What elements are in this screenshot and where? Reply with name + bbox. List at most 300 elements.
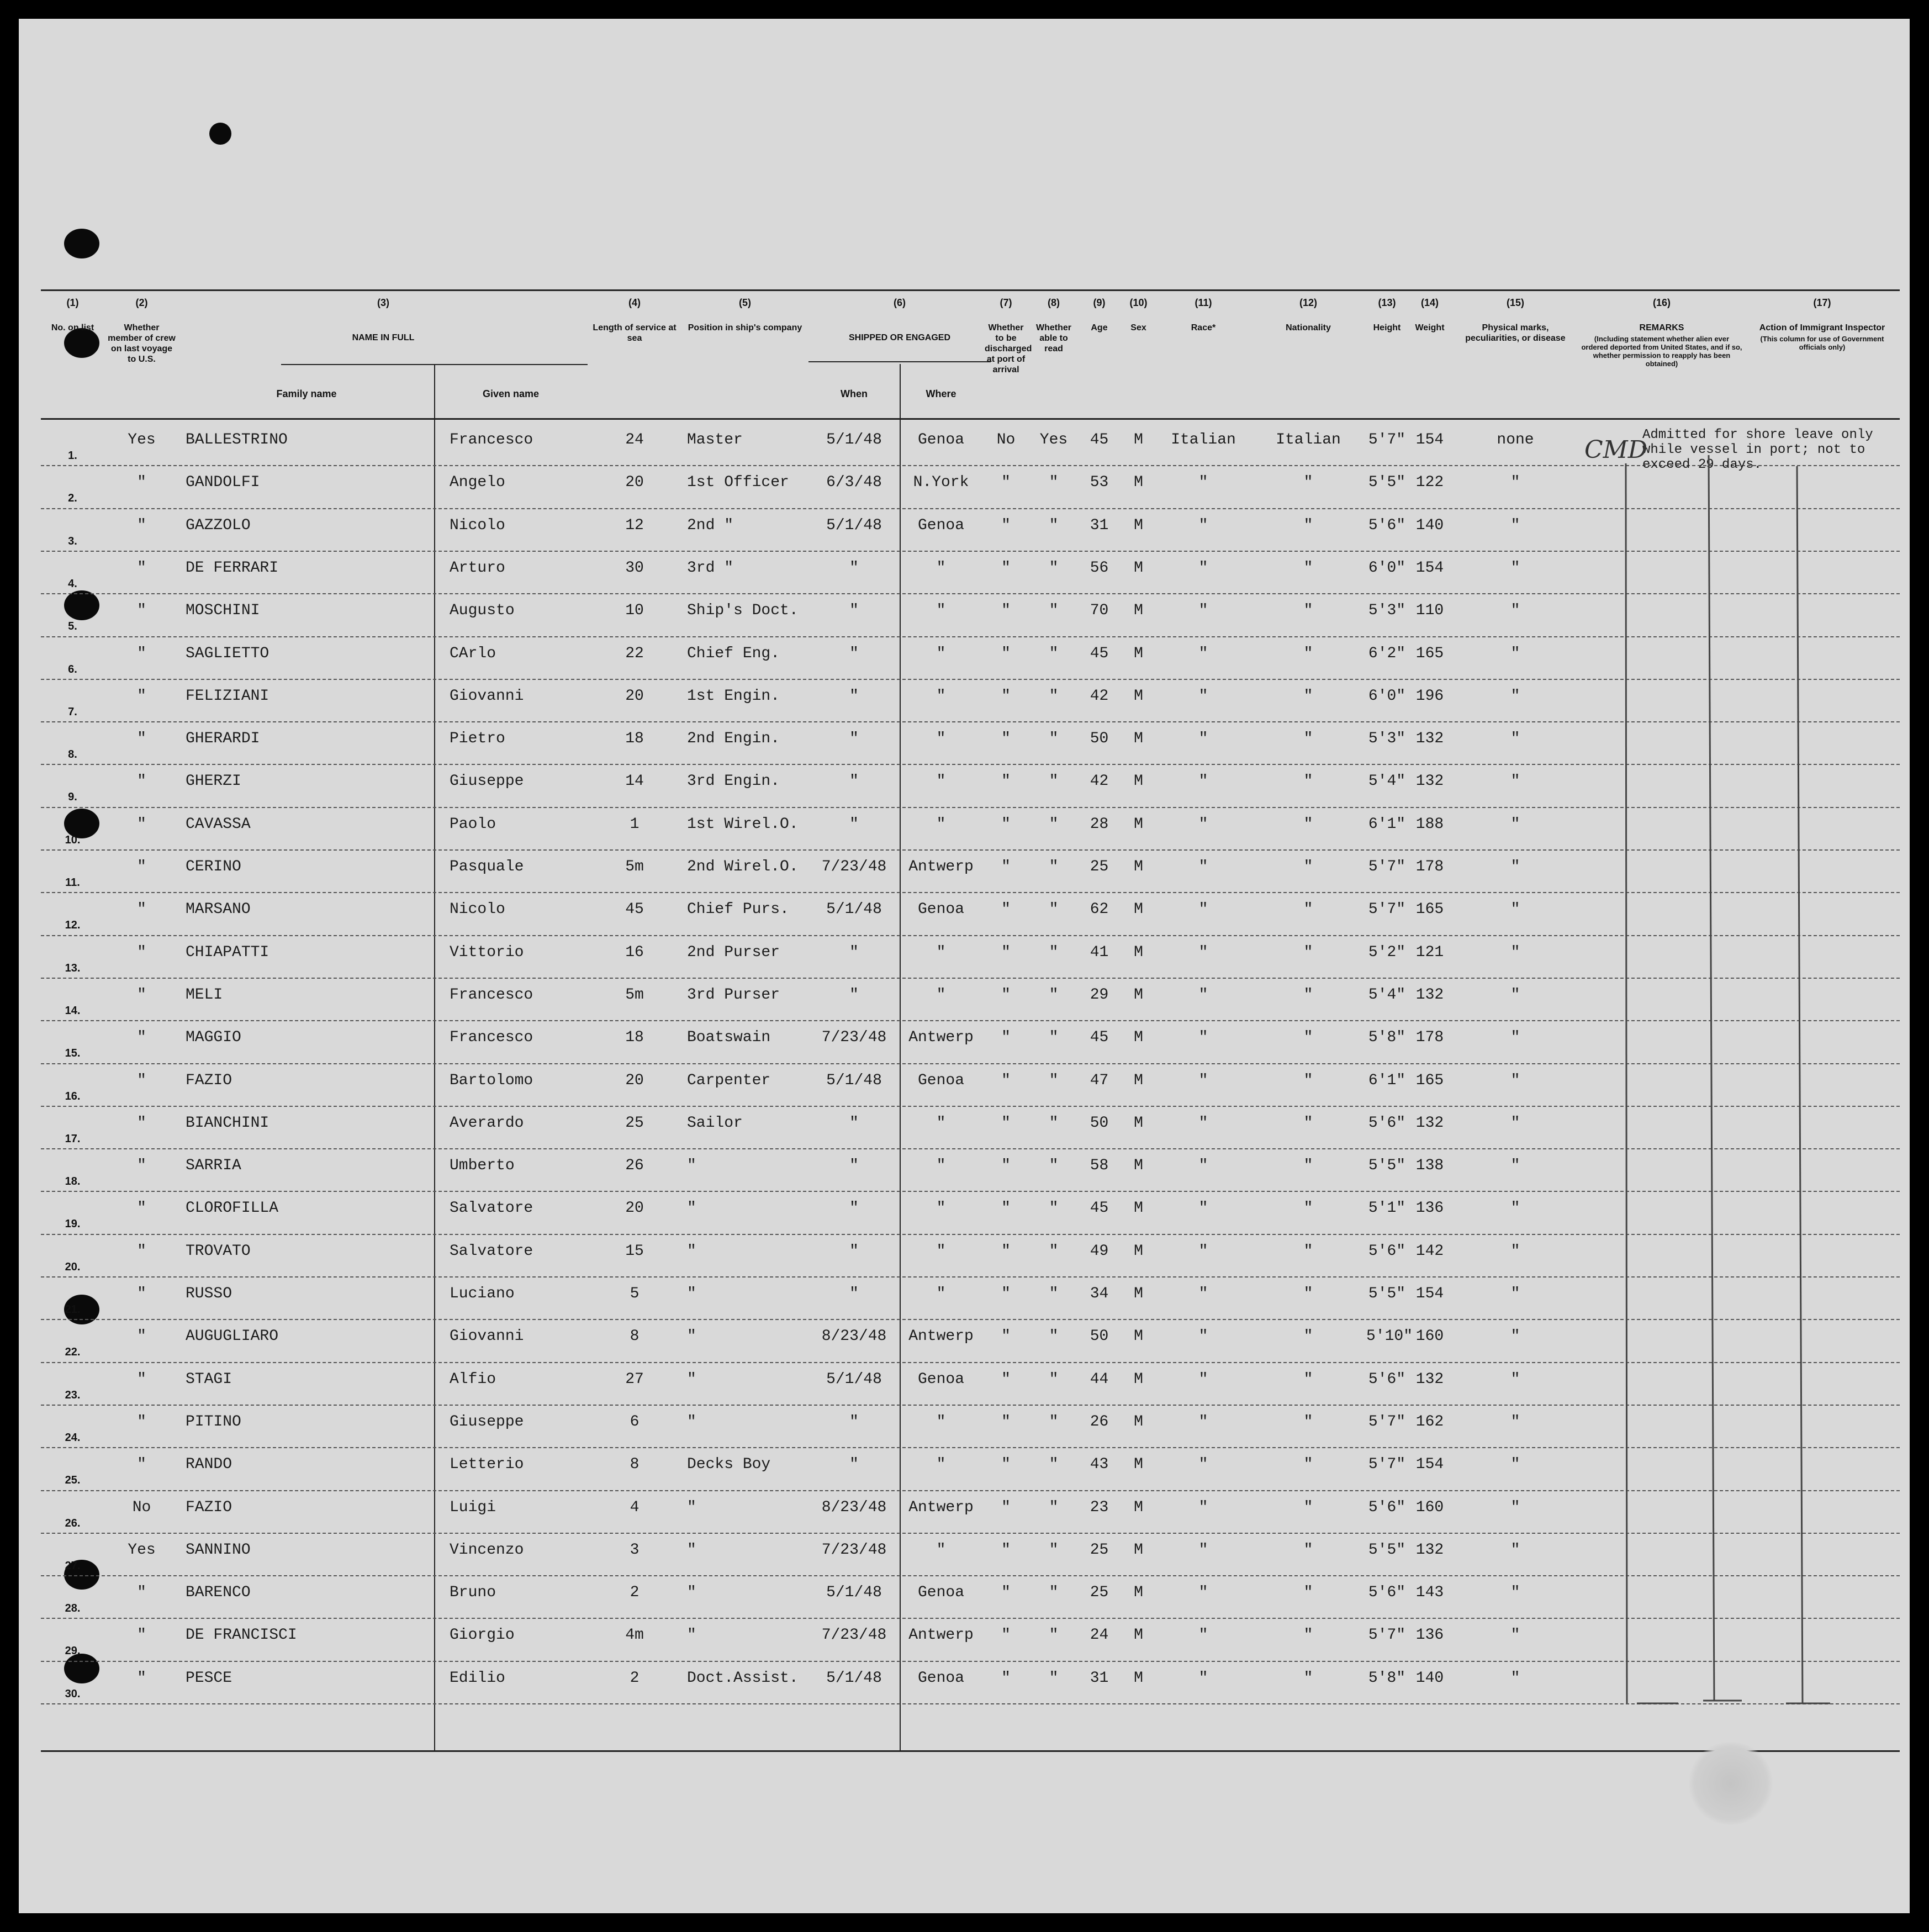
cell-nat: ": [1303, 516, 1313, 534]
cell-race: ": [1198, 1498, 1208, 1516]
cell-when: 7/23/48: [821, 1541, 887, 1559]
cell-service: 24: [625, 431, 644, 448]
cell-where: Antwerp: [908, 1328, 974, 1345]
cell-crew: ": [137, 1584, 146, 1602]
cell-service: 2: [630, 1669, 640, 1687]
cell-height: 5'5": [1368, 474, 1406, 492]
cell-crew: ": [137, 1370, 146, 1388]
cell-race: ": [1198, 1456, 1208, 1474]
cell-when: 5/1/48: [826, 1584, 882, 1602]
cell-height: 5'7": [1368, 1413, 1406, 1430]
row-number: 2.: [68, 492, 77, 505]
cell-when: ": [849, 815, 859, 833]
cell-height: 5'6": [1368, 1584, 1406, 1602]
cell-read: ": [1049, 986, 1059, 1004]
col-c1-number: (1): [66, 297, 79, 308]
cell-family: GANDOLFI: [186, 474, 260, 492]
col-c13-number: (13): [1378, 297, 1396, 308]
cell-given: Francesco: [450, 1029, 533, 1047]
cell-when: ": [849, 943, 859, 961]
cell-sex: M: [1134, 1498, 1143, 1516]
col-c6-number: (6): [894, 297, 906, 308]
row-number: 21.: [65, 1303, 81, 1316]
cell-nat: ": [1303, 602, 1313, 620]
col-c15-header: Physical marks, peculiarities, or disease: [1465, 323, 1566, 343]
cell-where: ": [936, 1456, 946, 1474]
cell-weight: 160: [1415, 1498, 1444, 1516]
cell-when: 8/23/48: [821, 1328, 887, 1345]
cell-disch: ": [1001, 943, 1011, 961]
cell-given: Giovanni: [450, 687, 524, 705]
cell-family: GHERZI: [186, 773, 241, 790]
cell-given: Paolo: [450, 815, 496, 833]
row-number: 14.: [65, 1004, 81, 1017]
cell-where: N.York: [913, 474, 969, 492]
cell-weight: 178: [1415, 1029, 1444, 1047]
col-c2-header: Whether member of crew on last voyage to U.S.: [108, 323, 176, 364]
cell-position: 2nd Wirel.O.: [687, 858, 799, 875]
cell-sex: M: [1134, 1157, 1143, 1175]
cell-age: 45: [1090, 431, 1109, 448]
col-c13-header: Height: [1373, 323, 1401, 332]
col-c4-header: Length of service at sea: [593, 323, 677, 343]
cell-when: 5/1/48: [826, 901, 882, 919]
cell-height: 6'1": [1368, 1071, 1406, 1089]
cell-race: ": [1198, 602, 1208, 620]
cell-race: ": [1198, 1627, 1208, 1644]
col-c4-number: (4): [628, 297, 641, 308]
col-c16-subheader: (Including statement whether alien ever ordered deported from United States, and if so, whether permission to reapply has been obtained): [1581, 335, 1742, 368]
row-number: 28.: [65, 1602, 81, 1615]
cell-given: Letterio: [450, 1456, 524, 1474]
cell-where: Genoa: [917, 1071, 964, 1089]
cell-nat: ": [1303, 687, 1313, 705]
cell-height: 6'1": [1368, 815, 1406, 833]
cell-sex: M: [1134, 1456, 1143, 1474]
cell-position: Sailor: [687, 1114, 743, 1132]
cell-given: Pasquale: [450, 858, 524, 875]
col-c3-number: (3): [377, 297, 389, 308]
cell-position: 2nd Purser: [687, 943, 780, 961]
cell-disch: ": [1001, 1669, 1011, 1687]
cell-crew: ": [137, 730, 146, 748]
cell-position: ": [687, 1157, 696, 1175]
cell-given: Averardo: [450, 1114, 524, 1132]
cell-marks: ": [1510, 1071, 1520, 1089]
cell-disch: ": [1001, 1627, 1011, 1644]
cell-marks: ": [1510, 1669, 1520, 1687]
cell-height: 5'4": [1368, 986, 1406, 1004]
cell-when: ": [849, 645, 859, 662]
cell-marks: ": [1510, 1029, 1520, 1047]
cell-weight: 132: [1415, 986, 1444, 1004]
cell-weight: 140: [1415, 516, 1444, 534]
cell-height: 5'5": [1368, 1157, 1406, 1175]
cell-service: 5m: [625, 858, 644, 875]
cell-disch: ": [1001, 1584, 1011, 1602]
cell-read: ": [1049, 1456, 1059, 1474]
cell-service: 4m: [625, 1627, 644, 1644]
cell-given: Luigi: [450, 1498, 496, 1516]
cell-service: 20: [625, 1200, 644, 1217]
cell-crew: ": [137, 1285, 146, 1302]
cell-marks: ": [1510, 516, 1520, 534]
cell-family: GAZZOLO: [186, 516, 251, 534]
cell-given: CArlo: [450, 645, 496, 662]
cell-disch: ": [1001, 1029, 1011, 1047]
row-number: 7.: [68, 705, 77, 718]
cell-family: CERINO: [186, 858, 241, 875]
cell-service: 4: [630, 1498, 640, 1516]
row-number: 18.: [65, 1175, 81, 1188]
cell-position: Boatswain: [687, 1029, 771, 1047]
cell-position: 2nd Engin.: [687, 730, 780, 748]
cell-read: ": [1049, 474, 1059, 492]
cell-race: ": [1198, 645, 1208, 662]
cell-sex: M: [1134, 687, 1143, 705]
cell-race: ": [1198, 986, 1208, 1004]
binder-hole: [209, 123, 231, 145]
cell-read: ": [1049, 858, 1059, 875]
cell-position: ": [687, 1328, 696, 1345]
cell-service: 15: [625, 1242, 644, 1260]
cell-service: 8: [630, 1456, 640, 1474]
cell-where: ": [936, 1200, 946, 1217]
col-c16-number: (16): [1652, 297, 1671, 308]
cell-position: 1st Wirel.O.: [687, 815, 799, 833]
cell-height: 5'1": [1368, 1200, 1406, 1217]
cell-position: Decks Boy: [687, 1456, 771, 1474]
cell-height: 5'7": [1368, 1627, 1406, 1644]
cell-age: 25: [1090, 858, 1109, 875]
col-c9-header: Age: [1091, 323, 1108, 332]
cell-disch: ": [1001, 474, 1011, 492]
cell-position: ": [687, 1498, 696, 1516]
cell-age: 49: [1090, 1242, 1109, 1260]
cell-age: 56: [1090, 559, 1109, 577]
cell-age: 45: [1090, 1200, 1109, 1217]
cell-height: 5'5": [1368, 1285, 1406, 1302]
cell-age: 44: [1090, 1370, 1109, 1388]
cell-disch: ": [1001, 1413, 1011, 1430]
cell-where: ": [936, 645, 946, 662]
cell-disch: ": [1001, 1456, 1011, 1474]
cell-family: STAGI: [186, 1370, 232, 1388]
cell-nat: ": [1303, 1669, 1313, 1687]
cell-sex: M: [1134, 1370, 1143, 1388]
cell-read: ": [1049, 1370, 1059, 1388]
cell-race: ": [1198, 858, 1208, 875]
cell-marks: ": [1510, 1370, 1520, 1388]
cell-marks: ": [1510, 1157, 1520, 1175]
cell-where: ": [936, 943, 946, 961]
cell-where: Genoa: [917, 1370, 964, 1388]
cell-sex: M: [1134, 1114, 1143, 1132]
cell-race: ": [1198, 1541, 1208, 1559]
cell-when: 5/1/48: [826, 516, 882, 534]
cell-service: 18: [625, 730, 644, 748]
cell-read: ": [1049, 1071, 1059, 1089]
cell-nat: ": [1303, 858, 1313, 875]
cell-marks: ": [1510, 1328, 1520, 1345]
cell-sex: M: [1134, 1541, 1143, 1559]
cell-service: 12: [625, 516, 644, 534]
cell-family: MELI: [186, 986, 223, 1004]
cell-read: ": [1049, 687, 1059, 705]
cell-age: 58: [1090, 1157, 1109, 1175]
cell-given: Angelo: [450, 474, 505, 492]
cell-read: ": [1049, 1627, 1059, 1644]
cell-race: ": [1198, 943, 1208, 961]
cell-disch: ": [1001, 687, 1011, 705]
cell-age: 34: [1090, 1285, 1109, 1302]
cell-nat: ": [1303, 1200, 1313, 1217]
col-c10-number: (10): [1129, 297, 1148, 308]
cell-crew: ": [137, 559, 146, 577]
cell-crew: ": [137, 1071, 146, 1089]
cell-service: 3: [630, 1541, 640, 1559]
cell-marks: ": [1510, 1541, 1520, 1559]
cell-service: 30: [625, 559, 644, 577]
cell-nat: ": [1303, 1498, 1313, 1516]
cell-read: ": [1049, 1157, 1059, 1175]
cell-age: 47: [1090, 1071, 1109, 1089]
cell-nat: ": [1303, 1541, 1313, 1559]
cell-race: ": [1198, 1242, 1208, 1260]
cell-given: Bruno: [450, 1584, 496, 1602]
cell-weight: 154: [1415, 1285, 1444, 1302]
cell-marks: ": [1510, 1200, 1520, 1217]
cell-read: ": [1049, 1242, 1059, 1260]
cell-weight: 154: [1415, 431, 1444, 448]
cell-crew: ": [137, 1413, 146, 1430]
cell-race: ": [1198, 730, 1208, 748]
row-number: 9.: [68, 791, 77, 804]
cell-sex: M: [1134, 645, 1143, 662]
cell-sex: M: [1134, 943, 1143, 961]
cell-crew: ": [137, 943, 146, 961]
cell-where: Genoa: [917, 516, 964, 534]
cell-race: ": [1198, 1029, 1208, 1047]
cell-read: ": [1049, 943, 1059, 961]
cell-given: Augusto: [450, 602, 515, 620]
cell-family: DE FERRARI: [186, 559, 279, 577]
cell-where: Antwerp: [908, 858, 974, 875]
col-c1-header: No. on list: [51, 323, 94, 332]
cell-crew: ": [137, 1669, 146, 1687]
cell-service: 8: [630, 1328, 640, 1345]
cell-service: 25: [625, 1114, 644, 1132]
cell-sex: M: [1134, 516, 1143, 534]
cell-where: ": [936, 773, 946, 790]
shipped-subheader-rule: [808, 361, 991, 362]
cell-height: 5'6": [1368, 1114, 1406, 1132]
cell-height: 5'5": [1368, 1541, 1406, 1559]
cell-when: ": [849, 687, 859, 705]
cell-read: ": [1049, 1114, 1059, 1132]
cell-nat: ": [1303, 1157, 1313, 1175]
cell-where: ": [936, 1242, 946, 1260]
cell-race: ": [1198, 1584, 1208, 1602]
cell-where: ": [936, 730, 946, 748]
cell-crew: No: [132, 1498, 151, 1516]
cell-given: Giuseppe: [450, 1413, 524, 1430]
cell-family: BARENCO: [186, 1584, 251, 1602]
cell-position: ": [687, 1584, 696, 1602]
cell-weight: 121: [1415, 943, 1444, 961]
cell-height: 6'0": [1368, 687, 1406, 705]
cell-crew: ": [137, 773, 146, 790]
row-number: 30.: [65, 1687, 81, 1700]
cell-race: ": [1198, 474, 1208, 492]
cell-weight: 140: [1415, 1669, 1444, 1687]
cell-position: 1st Engin.: [687, 687, 780, 705]
col-c17-subheader: (This column for use of Government officials only): [1760, 335, 1884, 351]
cell-disch: ": [1001, 1242, 1011, 1260]
col-c8-number: (8): [1048, 297, 1060, 308]
family-given-rule: [434, 364, 435, 1752]
cell-disch: ": [1001, 1157, 1011, 1175]
cell-height: 5'8": [1368, 1669, 1406, 1687]
cell-crew: ": [137, 1029, 146, 1047]
cell-when: 5/1/48: [826, 1669, 882, 1687]
cell-height: 5'3": [1368, 730, 1406, 748]
cell-family: RANDO: [186, 1456, 232, 1474]
cell-position: ": [687, 1242, 696, 1260]
cell-race: ": [1198, 1200, 1208, 1217]
cell-position: 3rd Engin.: [687, 773, 780, 790]
stamp-mark: [1687, 1742, 1775, 1825]
row-number: 15.: [65, 1047, 81, 1060]
cell-sex: M: [1134, 1200, 1143, 1217]
cell-where: Antwerp: [908, 1627, 974, 1644]
cell-disch: ": [1001, 901, 1011, 919]
cell-given: Umberto: [450, 1157, 515, 1175]
cell-sex: M: [1134, 986, 1143, 1004]
cell-race: Italian: [1171, 431, 1236, 448]
cell-marks: ": [1510, 474, 1520, 492]
cell-sex: M: [1134, 815, 1143, 833]
cell-weight: 154: [1415, 1456, 1444, 1474]
cell-position: ": [687, 1370, 696, 1388]
cell-age: 25: [1090, 1541, 1109, 1559]
row-number: 5.: [68, 620, 77, 633]
cell-weight: 165: [1415, 645, 1444, 662]
cell-service: 20: [625, 474, 644, 492]
where-header: Where: [926, 388, 956, 399]
cell-sex: M: [1134, 1413, 1143, 1430]
row-number: 10.: [65, 833, 81, 846]
col-c3-header: NAME IN FULL: [352, 333, 415, 342]
cell-race: ": [1198, 1328, 1208, 1345]
cell-family: FAZIO: [186, 1498, 232, 1516]
cell-read: ": [1049, 1413, 1059, 1430]
cell-where: Genoa: [917, 431, 964, 448]
cell-sex: M: [1134, 1029, 1143, 1047]
col-c12-header: Nationality: [1286, 323, 1331, 332]
cell-when: 7/23/48: [821, 1029, 887, 1047]
cell-read: ": [1049, 730, 1059, 748]
cell-position: Ship's Doct.: [687, 602, 799, 620]
cell-nat: Italian: [1276, 431, 1341, 448]
cell-read: ": [1049, 1285, 1059, 1302]
cell-age: 31: [1090, 516, 1109, 534]
cell-nat: ": [1303, 1627, 1313, 1644]
col-c5-number: (5): [739, 297, 751, 308]
cell-nat: ": [1303, 1114, 1313, 1132]
cell-when: 5/1/48: [826, 431, 882, 448]
cell-nat: ": [1303, 1370, 1313, 1388]
cell-sex: M: [1134, 1584, 1143, 1602]
cell-position: Doct.Assist.: [687, 1669, 799, 1687]
cell-given: Salvatore: [450, 1242, 533, 1260]
cell-service: 2: [630, 1584, 640, 1602]
cell-where: ": [936, 687, 946, 705]
cell-service: 45: [625, 901, 644, 919]
cell-position: 3rd Purser: [687, 986, 780, 1004]
cell-nat: ": [1303, 1584, 1313, 1602]
cell-nat: ": [1303, 645, 1313, 662]
cell-family: SAGLIETTO: [186, 645, 269, 662]
cell-read: ": [1049, 559, 1059, 577]
cell-sex: M: [1134, 1328, 1143, 1345]
col-c14-number: (14): [1420, 297, 1439, 308]
cell-where: ": [936, 1541, 946, 1559]
cell-race: ": [1198, 1285, 1208, 1302]
cell-weight: 132: [1415, 1541, 1444, 1559]
cell-nat: ": [1303, 815, 1313, 833]
cell-marks: ": [1510, 687, 1520, 705]
row-number: 23.: [65, 1389, 81, 1401]
cell-family: CLOROFILLA: [186, 1200, 279, 1217]
row-number: 11.: [65, 877, 80, 889]
cell-where: ": [936, 1114, 946, 1132]
cell-service: 22: [625, 645, 644, 662]
row-number: 1.: [68, 450, 77, 462]
cell-when: ": [849, 986, 859, 1004]
cell-read: ": [1049, 815, 1059, 833]
cell-height: 5'7": [1368, 1456, 1406, 1474]
cell-sex: M: [1134, 730, 1143, 748]
cell-nat: ": [1303, 986, 1313, 1004]
cell-where: Genoa: [917, 901, 964, 919]
cell-sex: M: [1134, 602, 1143, 620]
cell-height: 5'8": [1368, 1029, 1406, 1047]
remark-text: Admitted for shore leave only while vessel in port; not to exceed 29 days.: [1642, 427, 1873, 472]
cell-service: 20: [625, 1071, 644, 1089]
cell-when: ": [849, 559, 859, 577]
cell-crew: Yes: [128, 431, 156, 448]
remarks-bracket-lines: [1576, 289, 1907, 1753]
col-c5-header: Position in ship's company: [688, 323, 802, 332]
cell-weight: 110: [1415, 602, 1444, 620]
cell-sex: M: [1134, 1071, 1143, 1089]
cell-height: 5'7": [1368, 858, 1406, 875]
cell-family: SARRIA: [186, 1157, 241, 1175]
cell-when: 7/23/48: [821, 1627, 887, 1644]
col-c6-header: SHIPPED OR ENGAGED: [848, 333, 951, 342]
cell-service: 20: [625, 687, 644, 705]
cell-weight: 138: [1415, 1157, 1444, 1175]
cell-age: 25: [1090, 1584, 1109, 1602]
cell-age: 24: [1090, 1627, 1109, 1644]
cell-read: ": [1049, 1498, 1059, 1516]
cell-family: DE FRANCISCI: [186, 1627, 297, 1644]
cell-where: Genoa: [917, 1669, 964, 1687]
cell-age: 45: [1090, 645, 1109, 662]
cell-race: ": [1198, 1669, 1208, 1687]
cell-marks: ": [1510, 986, 1520, 1004]
